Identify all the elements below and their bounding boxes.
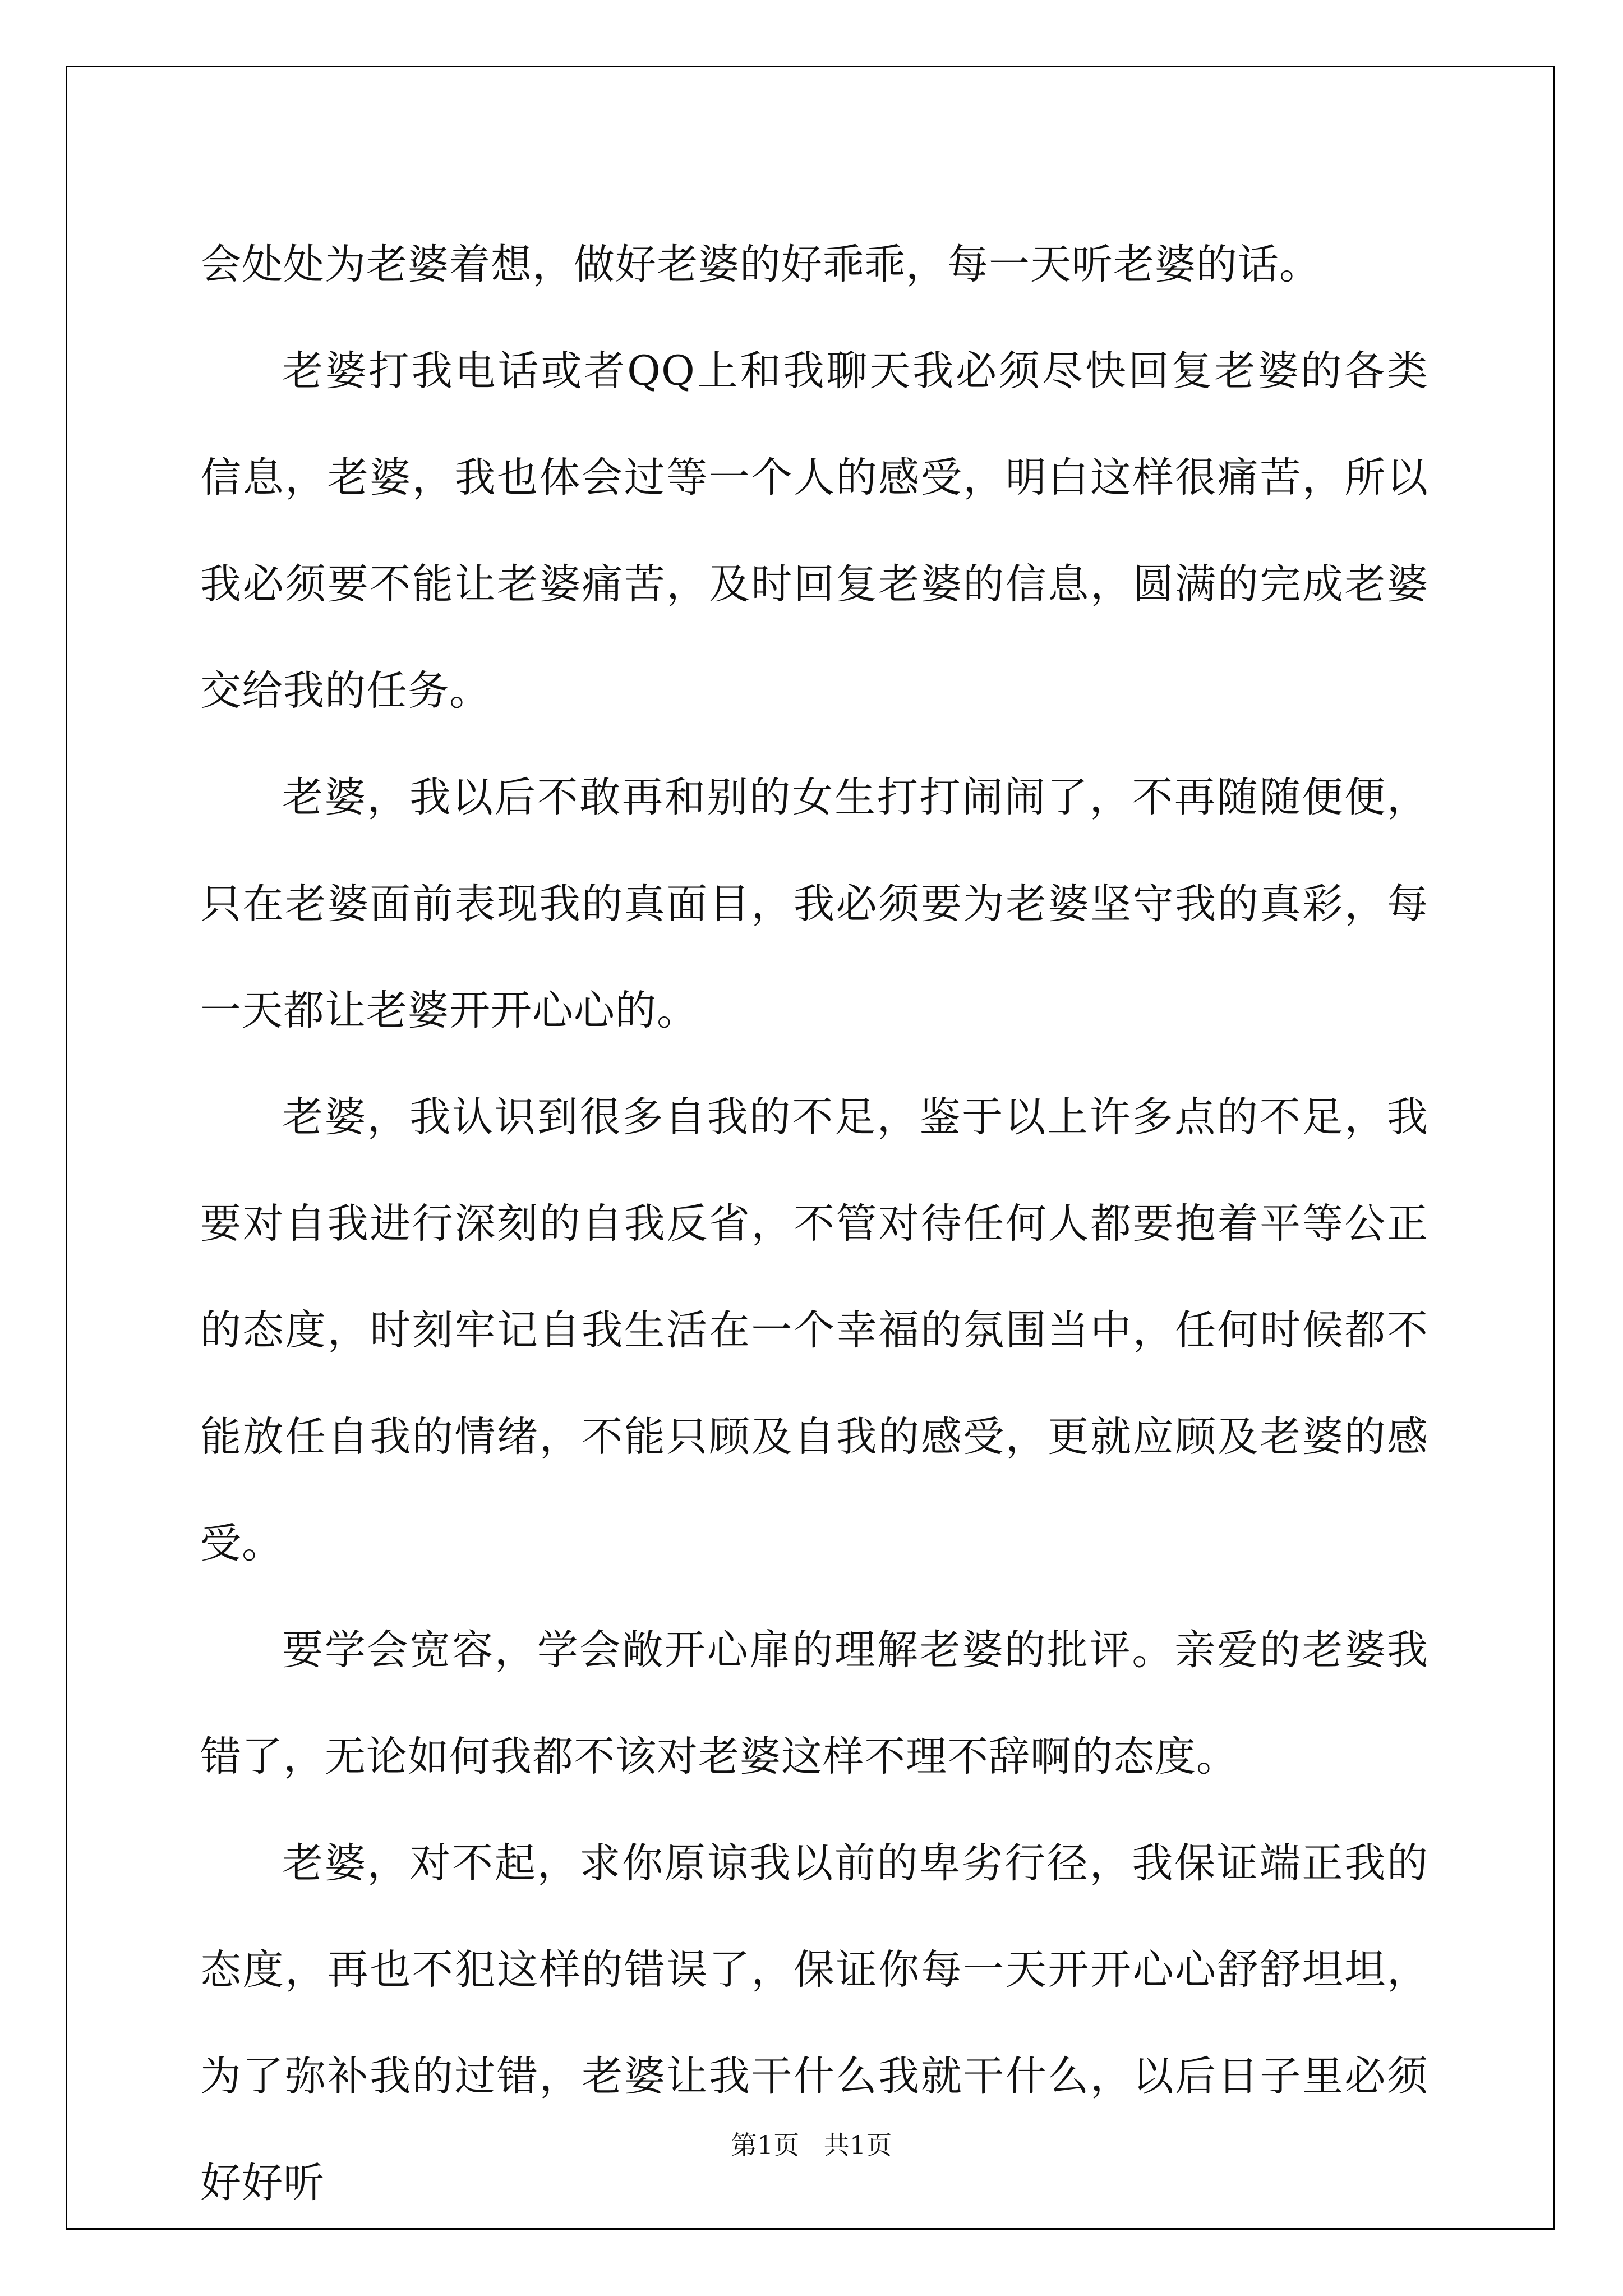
paragraph-2: 老婆打我电话或者QQ上和我聊天我必须尽快回复老婆的各类信息，老婆，我也体会过等一个人的感受，明白这样很痛苦，所以我必须要不能让老婆痛苦，及时回复老婆的信息，圆满的完成老婆交给我的任务。 xyxy=(200,347,1428,715)
paragraph-6: 老婆，对不起，求你原谅我以前的卑劣行径，我保证端正我的态度，再也不犯这样的错误了，保证你每一天开开心心舒舒坦坦，为了弥补我的过错，老婆让我干什么我就干什么，以后日子里必须好好听 xyxy=(200,1839,1428,2207)
paragraph-4: 老婆，我认识到很多自我的不足，鉴于以上许多点的不足，我要对自我进行深刻的自我反省，不管对待任何人都要抱着平等公正的态度，时刻牢记自我生活在一个幸福的氛围当中，任何时候都不能放任自我的情绪，不能只顾及自我的感受，更就应顾及老婆的感受。 xyxy=(200,1093,1428,1567)
document-body xyxy=(200,211,1428,2237)
paragraph-1: 会处处为老婆着想，做好老婆的好乖乖，每一天听老婆的话。 xyxy=(200,241,1321,288)
page-footer: 第1页 共1页 xyxy=(731,2130,892,2160)
paragraph-5: 要学会宽容，学会敞开心扉的理解老婆的批评。亲爱的老婆我错了，无论如何我都不该对老婆这样不理不辞啊的态度。 xyxy=(200,1626,1428,1780)
paragraph-3: 老婆，我以后不敢再和别的女生打打闹闹了，不再随随便便，只在老婆面前表现我的真面目，我必须要为老婆坚守我的真彩，每一天都让老婆开开心心的。 xyxy=(200,774,1428,1034)
